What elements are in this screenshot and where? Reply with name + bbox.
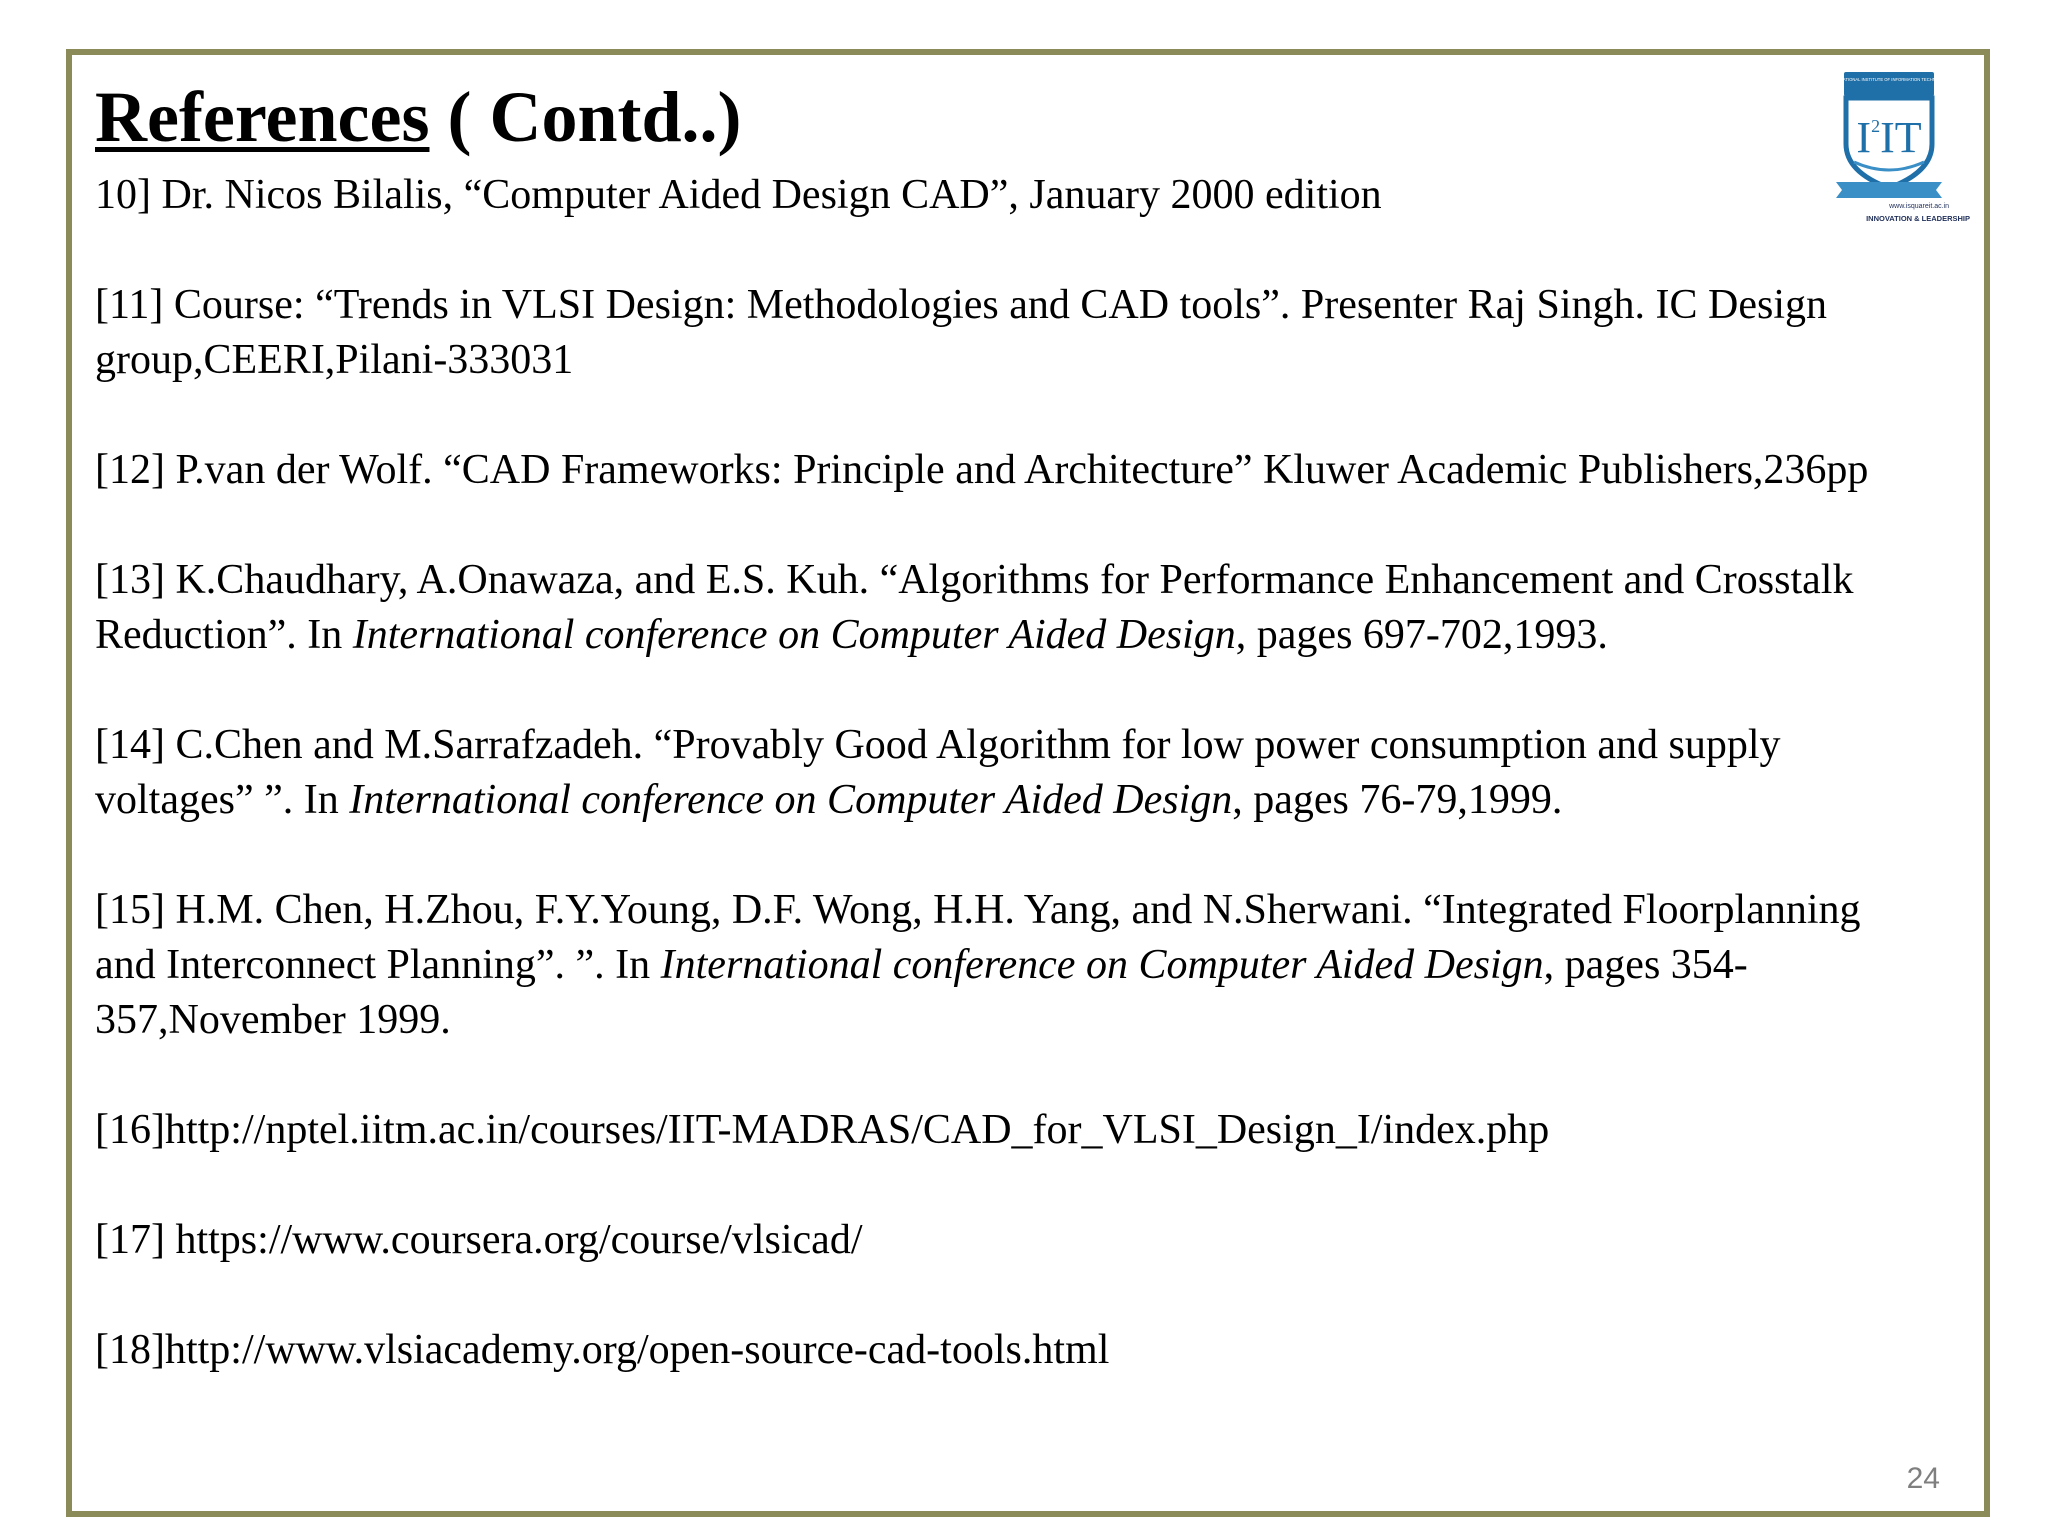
reference-item: 10] Dr. Nicos Bilalis, “Computer Aided Design CAD”, January 2000 edition <box>95 172 1382 218</box>
logo-emblem-i: I <box>1856 113 1872 162</box>
reference-list <box>95 168 1885 1378</box>
logo-tagline: INNOVATION & LEADERSHIP <box>1866 214 1970 223</box>
reference-item: [12] P.van der Wolf. “CAD Frameworks: Principle and Architecture” Kluwer Academic Publishers,236pp <box>95 447 1869 493</box>
reference-item-link: [16]http://nptel.iitm.ac.in/courses/IIT-MADRAS/CAD_for_VLSI_Design_I/index.php <box>95 1107 1550 1153</box>
logo-url: www.isquareit.ac.in <box>1889 203 1949 210</box>
slide-title <box>95 72 742 162</box>
logo-emblem-text <box>1856 113 1921 162</box>
logo-banner-text <box>1827 77 1951 82</box>
reference-item: [13] K.Chaudhary, A.Onawaza, and E.S. Kuh. “Algorithms for Performance Enhancement and Crosstalk Reduction”. In International conference on Computer Aided Design, pages 697-702,1993. <box>95 557 1854 658</box>
slide-title-suffix: ( Contd..) <box>429 77 742 157</box>
logo-emblem-sup: 2 <box>1871 116 1881 136</box>
reference-item-link: [17] https://www.coursera.org/course/vlsicad/ <box>95 1217 863 1263</box>
reference-item: [14] C.Chen and M.Sarrafzadeh. “Provably Good Algorithm for low power consumption and supply voltages” ”. In International conference on Computer Aided Design, pages 76-79,1999. <box>95 722 1781 823</box>
logo-banner <box>1844 72 1934 96</box>
slide-page-number: 24 <box>1906 1462 1940 1495</box>
slide-title-main: References <box>95 77 430 157</box>
logo-banner-line: INTERNATIONAL INSTITUTE OF INFORMATION TECHNOLOGY <box>1827 77 1951 82</box>
reference-item-link: [18]http://www.vlsiacademy.org/open-source-cad-tools.html <box>95 1327 1110 1373</box>
reference-item: [11] Course: “Trends in VLSI Design: Methodologies and CAD tools”. Presenter Raj Singh. IC Design group,CEERI,Pilani-333031 <box>95 282 1827 383</box>
reference-item: [15] H.M. Chen, H.Zhou, F.Y.Young, D.F. Wong, H.H. Yang, and N.Sherwani. “Integrated Floorplanning and Interconnect Planning”. ”. In International conference on Computer Aided Design, pages 354-357,November 1999. <box>95 887 1861 1043</box>
logo-emblem-it: IT <box>1880 113 1922 162</box>
